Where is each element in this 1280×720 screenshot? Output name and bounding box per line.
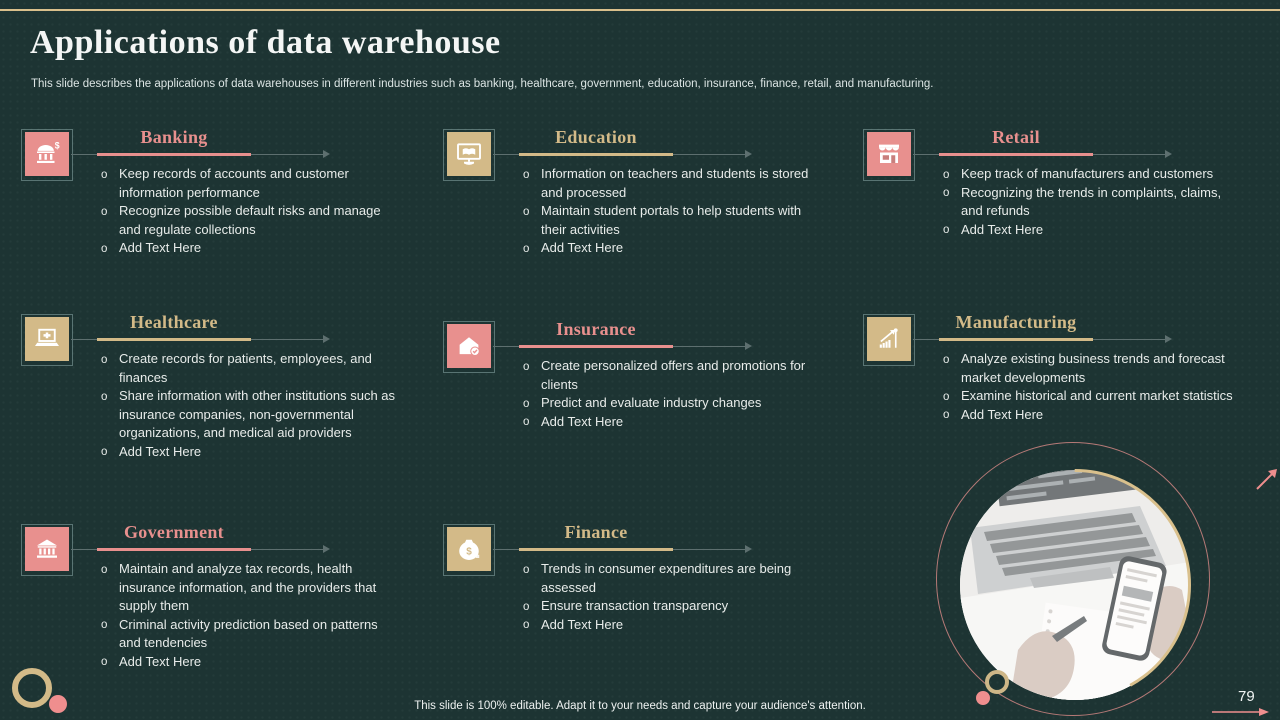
section-bullets — [100, 560, 400, 671]
icon-outline-frame — [863, 314, 915, 366]
section-bullets — [942, 350, 1242, 424]
arrow-head-icon — [1165, 335, 1172, 343]
section-title: Healthcare — [130, 312, 218, 332]
bullet-item: o Add Text Here — [100, 239, 400, 258]
section-title: Government — [124, 522, 224, 542]
icon-outline-frame — [21, 314, 73, 366]
section-title: Banking — [140, 127, 208, 147]
page-number: 79 — [1238, 688, 1255, 705]
bullet-item: o Maintain and analyze tax records, health insurance information, and the providers that supply them — [100, 560, 400, 616]
icon-outline-frame — [443, 321, 495, 373]
title-underline — [97, 338, 251, 342]
bullet-item: o Share information with other institutions such as insurance companies, non-governmental organizations, and medical aid providers — [100, 387, 400, 443]
title-underline — [97, 153, 251, 157]
title-underline — [519, 345, 673, 349]
section-bullets — [100, 165, 400, 258]
bullet-item: o Recognize possible default risks and manage and regulate collections — [100, 202, 400, 239]
section-icon-box — [447, 324, 491, 368]
top-accent-line — [0, 9, 1280, 11]
arrow-head-icon — [323, 335, 330, 343]
arrow-head-icon — [745, 150, 752, 158]
bullet-item: o Add Text Here — [522, 239, 822, 258]
section-title: Education — [555, 127, 637, 147]
svg-text:$: $ — [466, 546, 472, 558]
bullet-item: o Create records for patients, employees, and finances — [100, 350, 400, 387]
bullet-item: o Examine historical and current market statistics — [942, 387, 1242, 406]
arrow-head-icon — [745, 342, 752, 350]
bullet-item: o Add Text Here — [522, 616, 822, 635]
section-icon-box — [25, 527, 69, 571]
workspace-photo-illustration — [960, 470, 1190, 700]
title-underline — [519, 548, 673, 552]
diagonal-arrow-icon — [1254, 466, 1280, 492]
bullet-item: o Add Text Here — [100, 653, 400, 672]
bullet-item: o Predict and evaluate industry changes — [522, 394, 822, 413]
bullet-item: o Keep records of accounts and customer information performance — [100, 165, 400, 202]
section-title: Insurance — [556, 319, 636, 339]
section-bullets — [100, 350, 400, 461]
page-subtitle: This slide describes the applications of data warehouses in different industries such as banking, healthcare, government, education, insurance, finance, retail, and manufacturing. — [31, 78, 934, 90]
section-icon-box — [25, 317, 69, 361]
arrow-head-icon — [1165, 150, 1172, 158]
bullet-item: o Recognizing the trends in complaints, claims, and refunds — [942, 184, 1242, 221]
section-title: Manufacturing — [955, 312, 1077, 332]
title-underline — [97, 548, 251, 552]
page-title: Applications of data warehouse — [30, 24, 501, 61]
bullet-item: o Add Text Here — [942, 221, 1242, 240]
section-icon-box — [867, 317, 911, 361]
icon-outline-frame — [443, 524, 495, 576]
section-bullets — [942, 165, 1242, 239]
bullet-item: o Keep track of manufacturers and customers — [942, 165, 1242, 184]
section-title: Retail — [992, 127, 1040, 147]
small-gold-ring-decoration — [985, 670, 1009, 694]
section-bullets — [522, 165, 822, 258]
bullet-item: o Information on teachers and students is stored and processed — [522, 165, 822, 202]
bullet-item: o Ensure transaction transparency — [522, 597, 822, 616]
icon-outline-frame — [21, 129, 73, 181]
workspace-photo — [960, 470, 1190, 700]
section-bullets — [522, 357, 822, 431]
section-icon-box — [25, 132, 69, 176]
arrow-head-icon — [323, 150, 330, 158]
bullet-item: o Analyze existing business trends and forecast market developments — [942, 350, 1242, 387]
icon-outline-frame — [863, 129, 915, 181]
section-bullets — [522, 560, 822, 634]
section-title: Finance — [564, 522, 628, 542]
title-underline — [939, 153, 1093, 157]
section-icon-box — [447, 132, 491, 176]
arrow-head-icon — [745, 545, 752, 553]
icon-outline-frame — [443, 129, 495, 181]
section-icon-box — [447, 527, 491, 571]
section-icon-box — [867, 132, 911, 176]
bullet-item: o Add Text Here — [100, 443, 400, 462]
icon-outline-frame — [21, 524, 73, 576]
bullet-item: o Maintain student portals to help students with their activities — [522, 202, 822, 239]
bullet-item: o Create personalized offers and promotions for clients — [522, 357, 822, 394]
title-underline — [939, 338, 1093, 342]
footer-note: This slide is 100% editable. Adapt it to your needs and capture your audience's attention. — [414, 700, 866, 712]
svg-text:$: $ — [54, 140, 60, 151]
bullet-item: o Trends in consumer expenditures are being assessed — [522, 560, 822, 597]
bullet-item: o Add Text Here — [522, 413, 822, 432]
bullet-item: o Criminal activity prediction based on patterns and tendencies — [100, 616, 400, 653]
title-underline — [519, 153, 673, 157]
arrow-head-icon — [323, 545, 330, 553]
bullet-item: o Add Text Here — [942, 406, 1242, 425]
page-arrow-icon — [1212, 707, 1270, 717]
